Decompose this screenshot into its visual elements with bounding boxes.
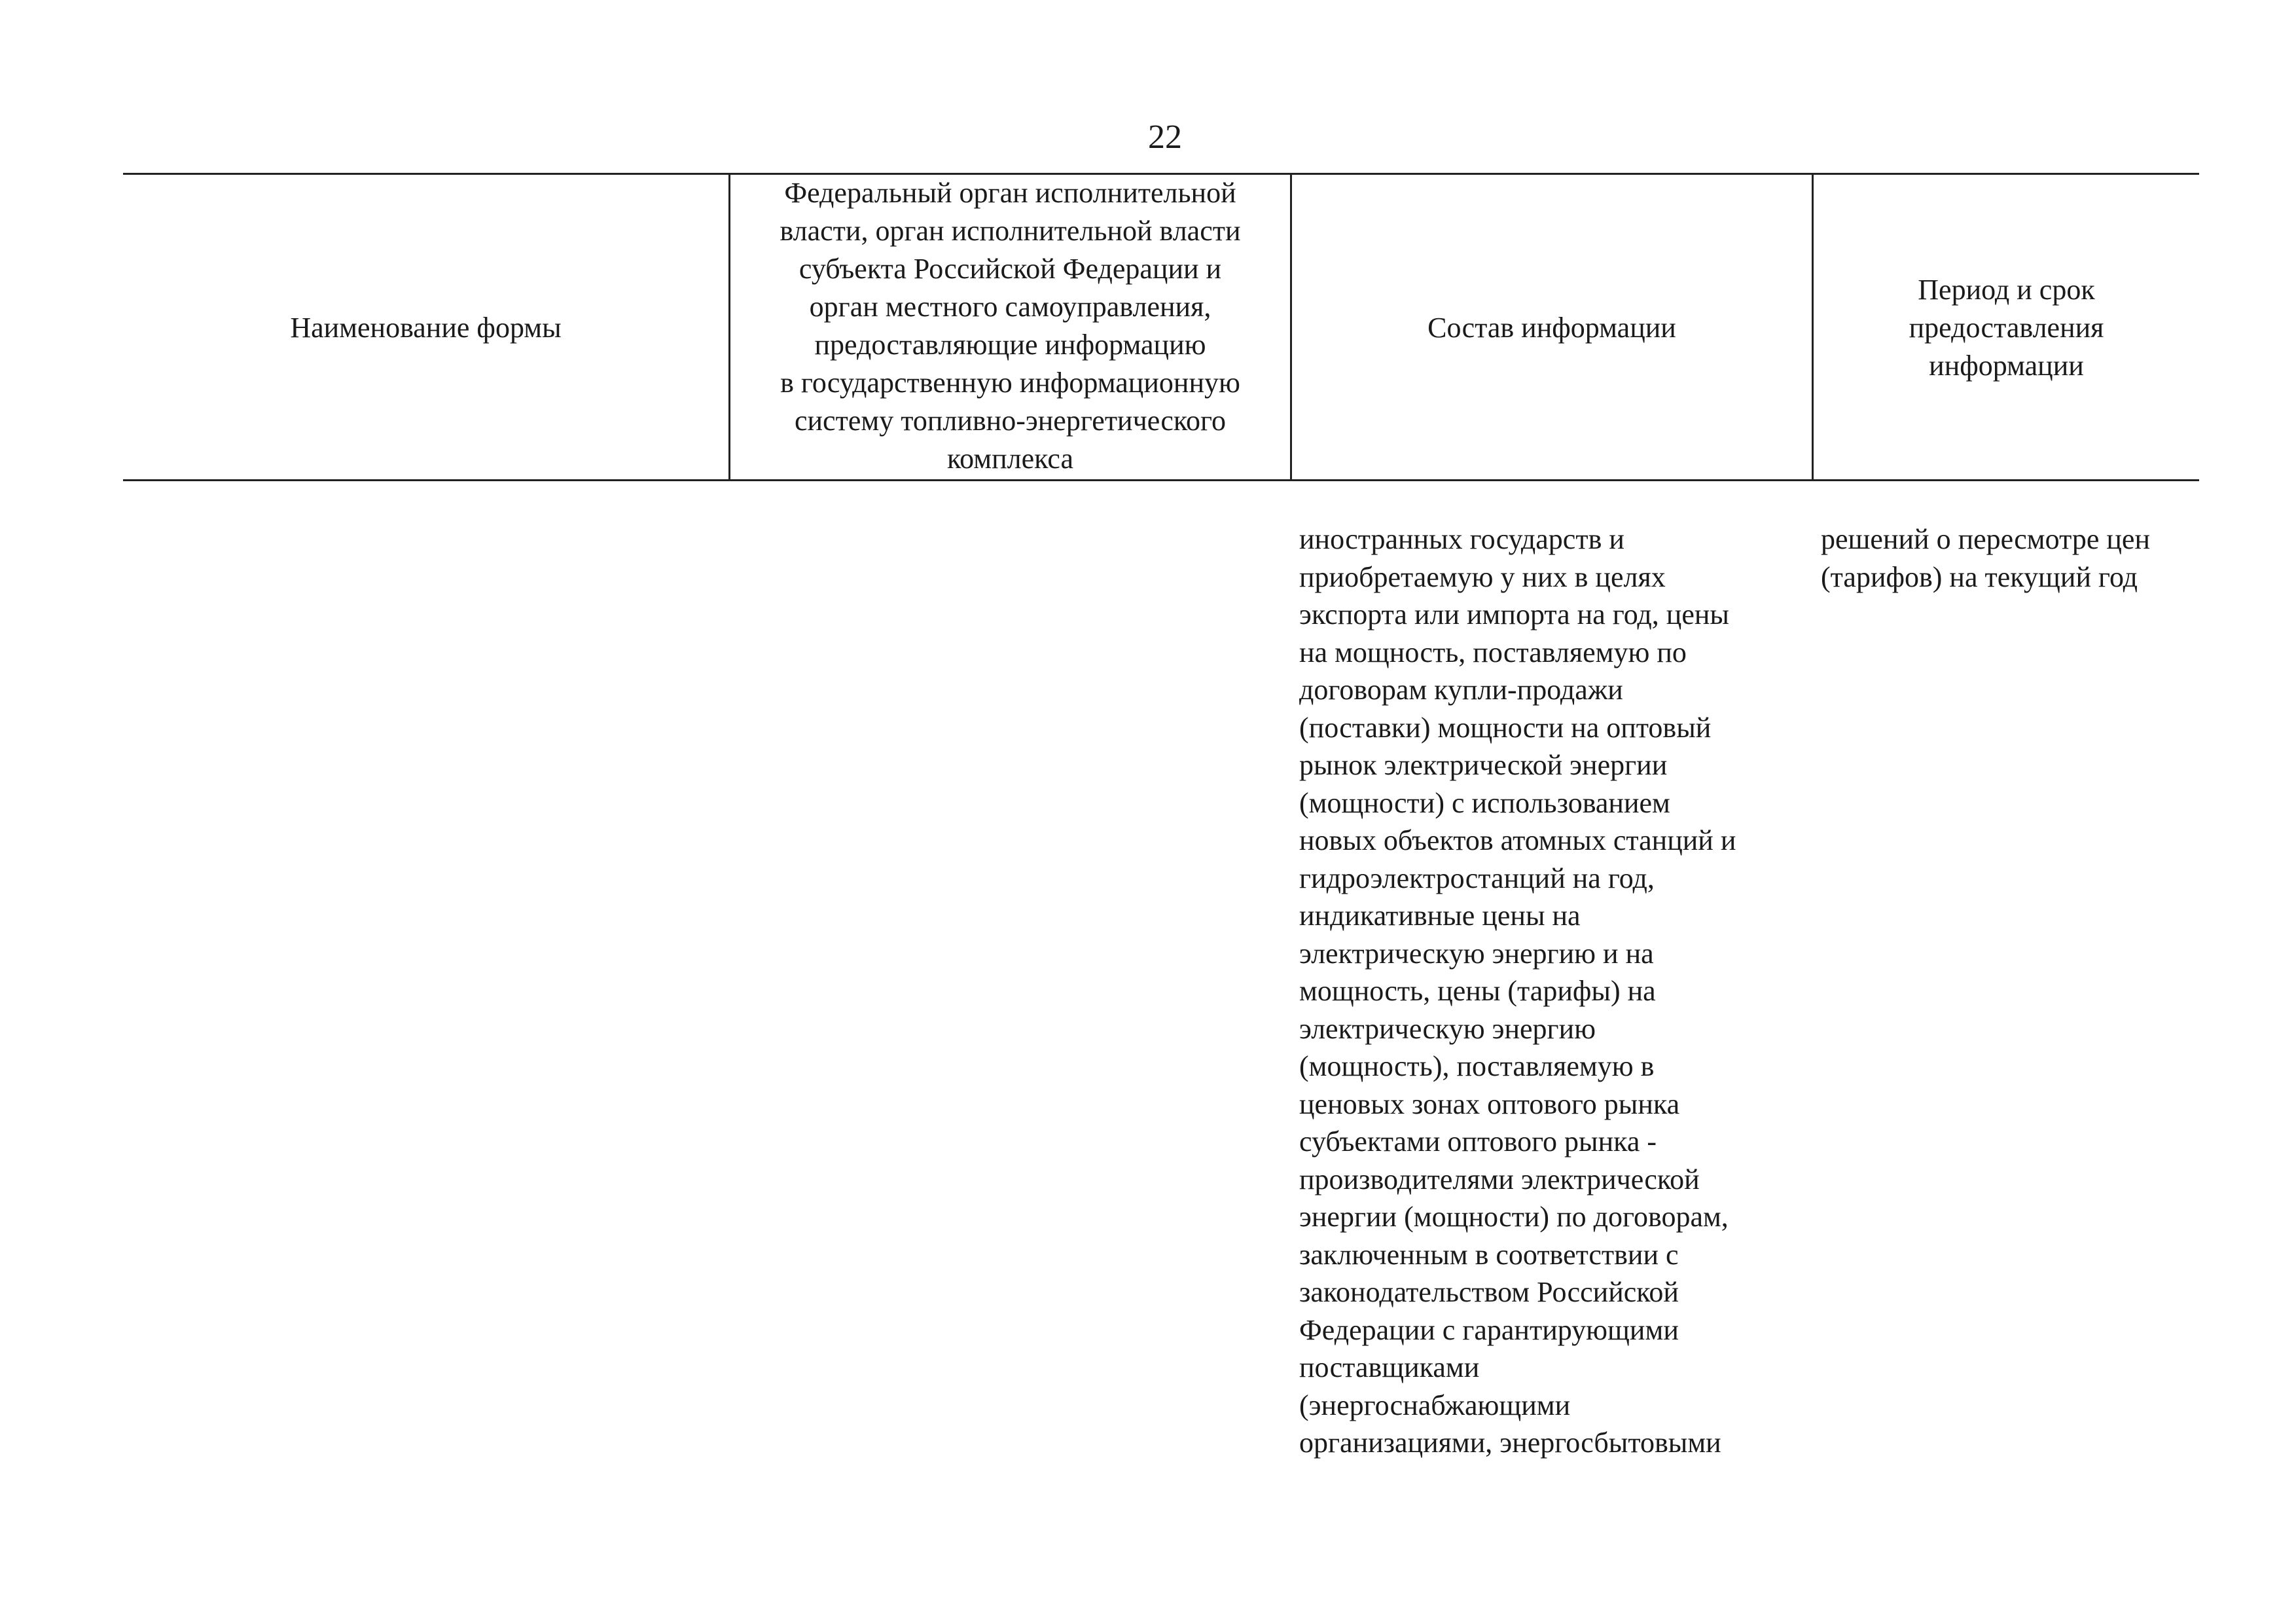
body-information-content: иностранных государств и приобретаемую у них в целях экспорта или импорта на год, цены на мощность, поставляемую по договорам купли-продажи (поставки) мощности на оптовый рынок электрической энергии (мощности) с использованием новых объектов атомных станций и гидроэлектростанций на год, индикативные цены на электрическую энергию и на мощность, цены (тарифы) на электрическую энергию (мощность), поставляемую в ценовых зонах оптового рынка субъектами оптового рынка - производителями электрической энергии (мощности) по договорам, заключенным в соответствии с законодательством Российской Федерации с гарантирующими поставщиками (энергоснабжающими организациями, энергосбытовыми bbox=[1299, 523, 1736, 1459]
page-number: 22 bbox=[1148, 119, 1182, 156]
header-period-deadline-text: Период и срок предоставления информации bbox=[1909, 273, 2104, 382]
header-authority-text: Федеральный орган исполнительной власти, орган исполнительной власти субъекта Российской Федерации и орган местного самоуправления, предоставляющие информацию в государственную информационную систему топливно-энергетического комплекса bbox=[780, 177, 1241, 475]
header-form-name-text: Наименование формы bbox=[290, 311, 562, 344]
header-period-deadline bbox=[1814, 174, 2199, 481]
body-period-deadline: решений о пересмотре цен (тарифов) на текущий год bbox=[1821, 523, 2150, 593]
header-form-name bbox=[123, 174, 728, 481]
header-information-content bbox=[1292, 174, 1812, 481]
header-information-content-text: Состав информации bbox=[1427, 311, 1676, 344]
header-authority bbox=[730, 174, 1290, 481]
